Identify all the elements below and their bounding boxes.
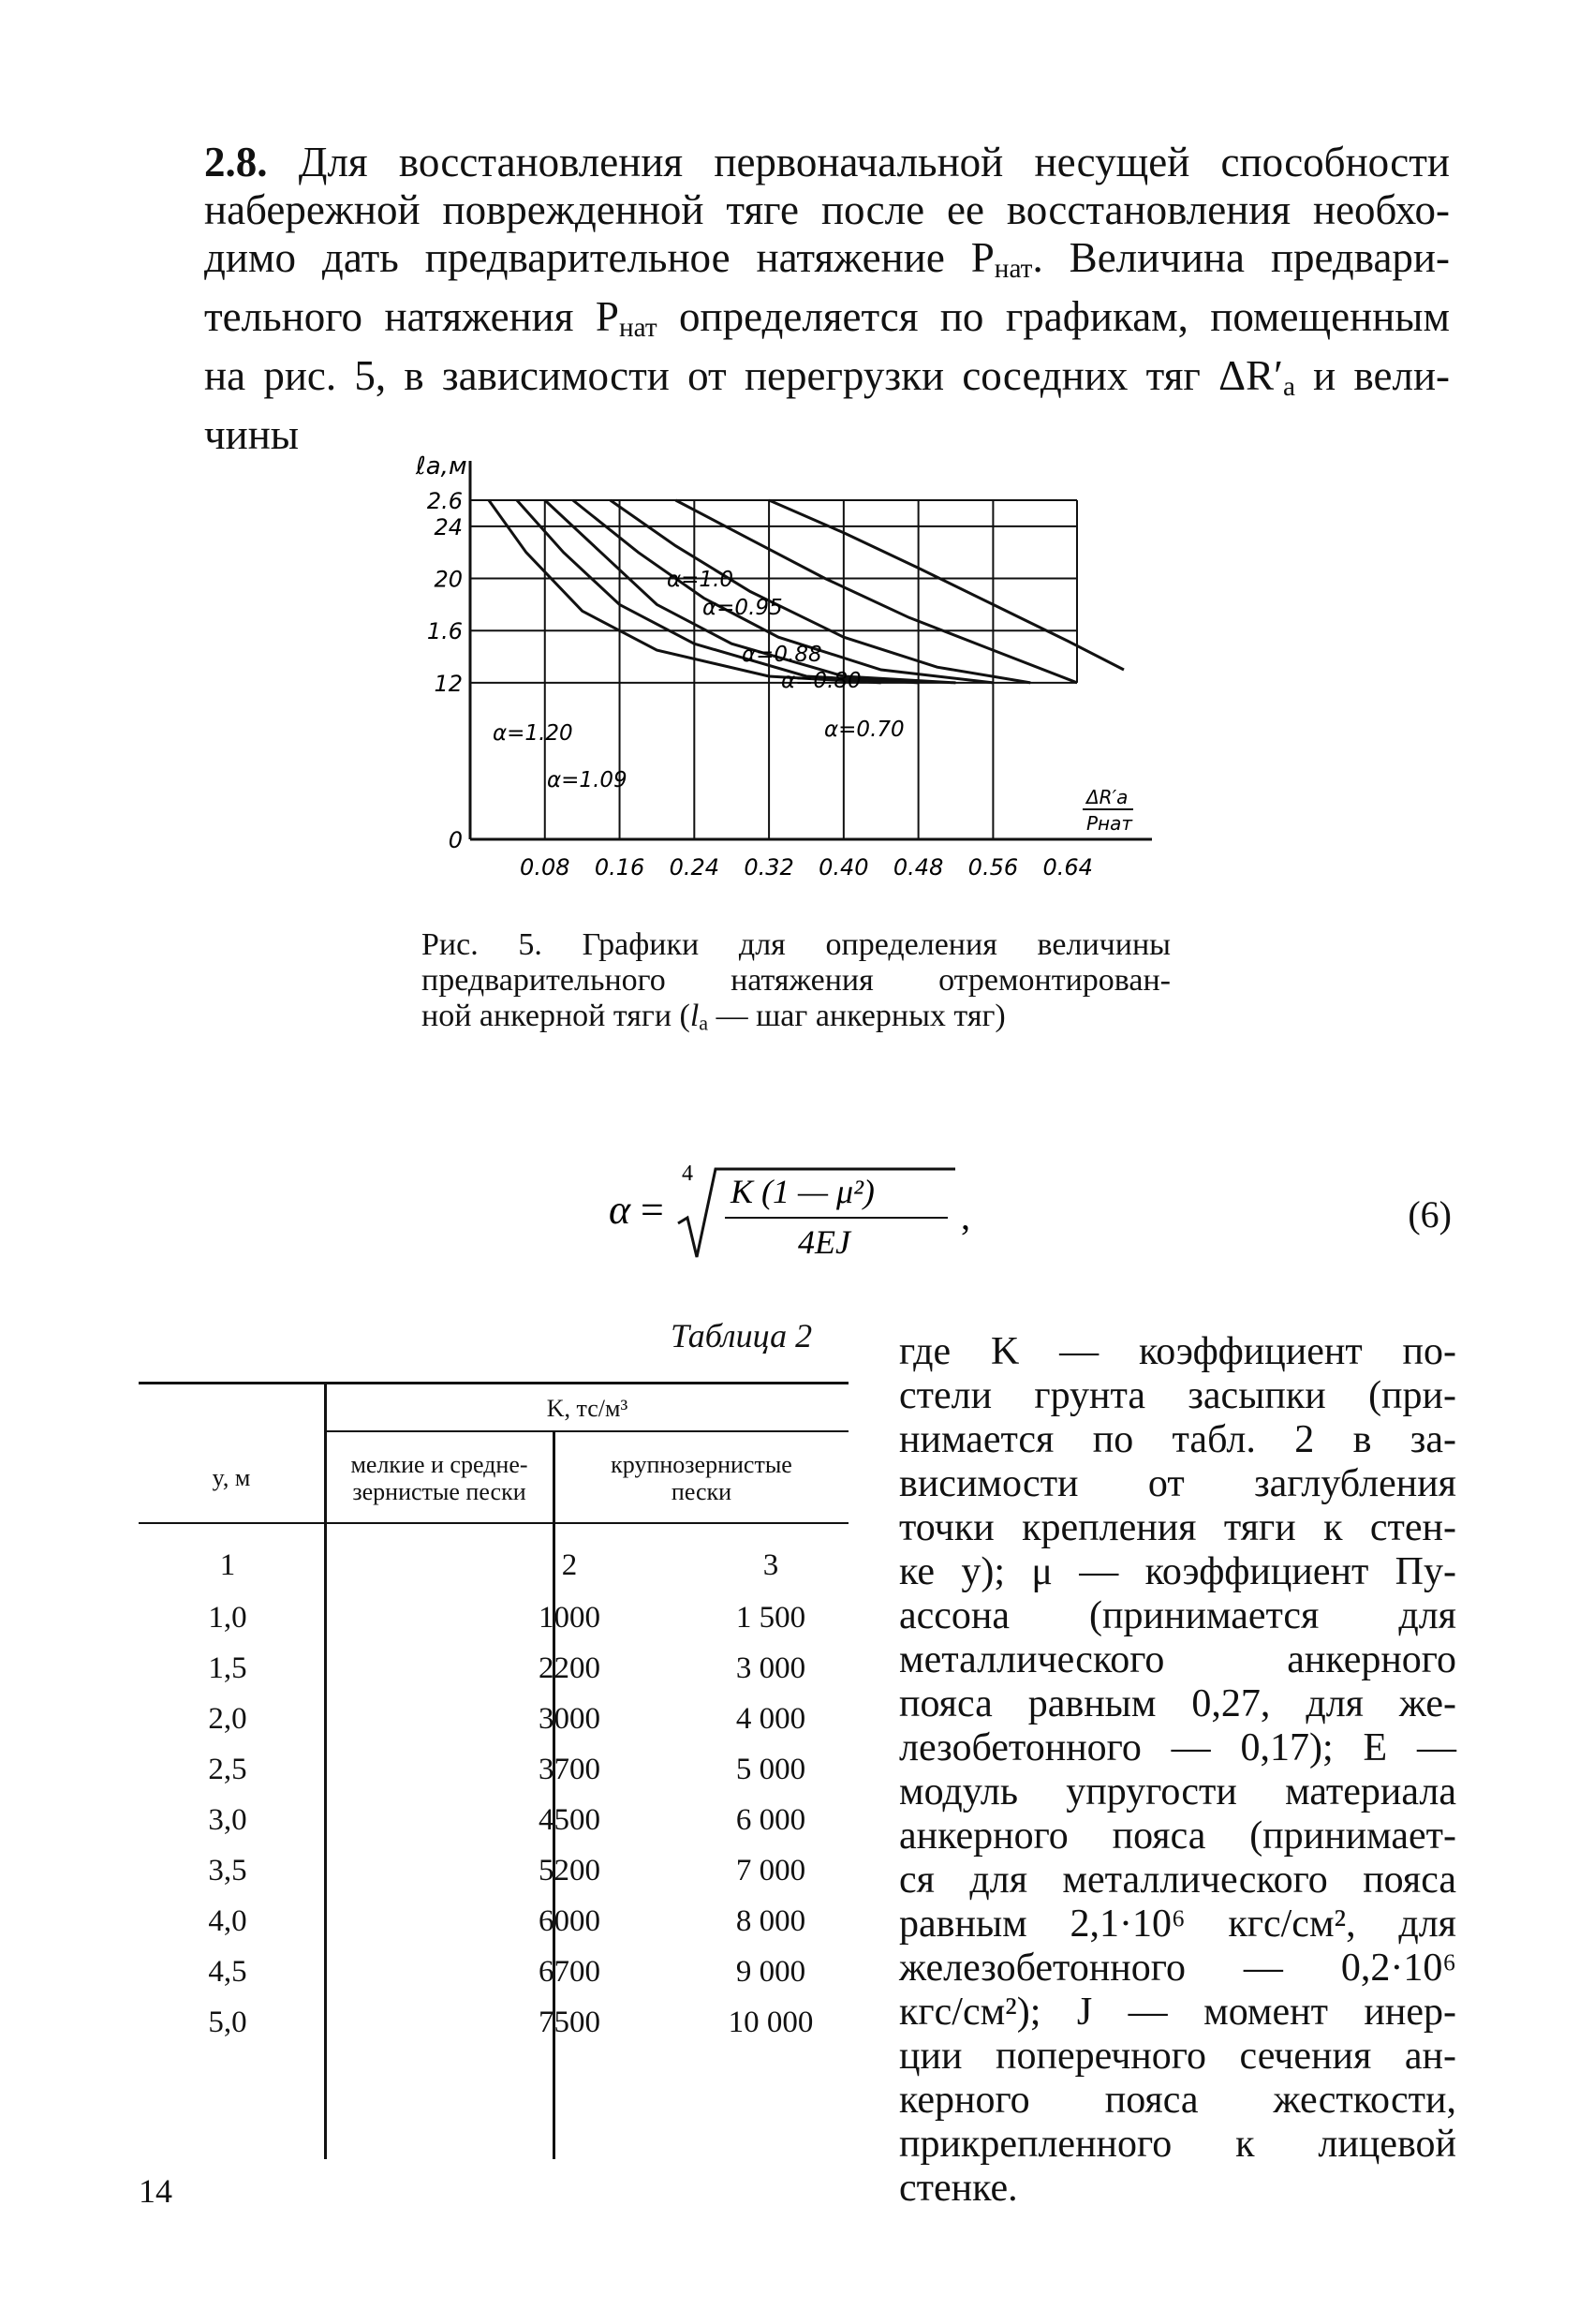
y-tick-label: 20 <box>434 566 463 593</box>
def-line: где K — коэффициент по- <box>899 1330 1456 1373</box>
table-row: 3,0 4500 6 000 <box>208 1803 806 1837</box>
page-number: 14 <box>139 2172 172 2210</box>
def-line: пояса равным 0,27, для же- <box>899 1682 1456 1725</box>
formula-denominator: 4EJ <box>798 1223 850 1261</box>
series-label-a120: α=1.20 <box>493 721 573 746</box>
formula-6 <box>0 1143 1594 1274</box>
def-line: керного пояса жесткости, <box>899 2079 1456 2122</box>
y-axis-label: ℓa,м <box>416 452 467 481</box>
formula-lhs: α <box>609 1187 631 1233</box>
series-label-a095: α=0.95 <box>702 596 783 620</box>
para-line-3: димо дать предварительное натяжение $P_{нат}$. Величина предвари- <box>204 234 1450 284</box>
table-col-number-row: 1 2 3 <box>219 1548 779 1582</box>
paragraph-2-8 <box>204 139 1450 459</box>
figure-5-chart <box>412 448 1180 888</box>
def-line: металлического анкерного <box>899 1638 1456 1681</box>
para-line-5: на рис. 5, в зависимости от перегрузки соседних тяг $\Delta R'_а$ и вели- <box>204 351 1451 402</box>
table-row: 5,0 7500 10 000 <box>208 2006 814 2039</box>
definitions-text <box>899 1330 1456 2211</box>
def-line: равным 2,1·10⁶ кгс/см², для <box>899 1902 1456 1946</box>
table-row: 2,5 3700 5 000 <box>208 1753 806 1786</box>
th-k: K, тс/м³ <box>546 1395 628 1422</box>
formula-eq: = <box>641 1187 664 1233</box>
y-tick-label: 0 <box>448 827 463 853</box>
para-number: 2.8. <box>204 139 268 185</box>
caption-line-3: ной анкерной тяги ($l_а$ — шаг анкерных тяг) <box>421 999 1006 1035</box>
def-line: анкерного пояса (принимает- <box>899 1814 1456 1858</box>
y-tick-label: 12 <box>434 670 463 697</box>
def-line: точки крепления тяги к стен- <box>899 1506 1456 1549</box>
figure-caption <box>421 927 1171 1041</box>
x-tick-label: 0.32 <box>744 854 794 881</box>
series-label-a088: α=0.88 <box>742 643 822 667</box>
def-line: лезобетонного — 0,17); E — <box>899 1726 1456 1769</box>
formula-comma: , <box>961 1195 970 1237</box>
def-line: ке y); μ — коэффициент Пу- <box>899 1550 1456 1593</box>
table-top-rule <box>139 1382 849 1384</box>
table-row: 1,5 2200 3 000 <box>208 1651 806 1685</box>
table-k-rule <box>326 1430 849 1432</box>
formula-graphic <box>599 1143 1011 1274</box>
table-2 <box>139 1382 850 2159</box>
x-tick-label: 0.24 <box>669 854 720 881</box>
series-label-a10: α=1.0 <box>667 568 734 592</box>
def-line: стенке. <box>899 2167 1018 2210</box>
x-axis-label-numerator: ΔR′a <box>1086 786 1129 808</box>
th-y: y, м <box>212 1464 251 1491</box>
y-tick-label: 2.6 <box>426 488 463 514</box>
def-line: кгс/см²); J — момент инер- <box>899 1991 1456 2034</box>
para-line-6: чины <box>204 410 300 458</box>
table-header-bottom-rule <box>139 1522 849 1524</box>
formula-numerator: K (1 — μ²) <box>731 1173 875 1210</box>
series-label-a109: α=1.09 <box>547 768 627 792</box>
caption-line-1: Рис. 5. Графики для определения величины <box>421 927 1171 962</box>
def-line: прикрепленного к лицевой <box>899 2123 1456 2166</box>
formula-root-index: 4 <box>682 1162 693 1186</box>
x-tick-label: 0.16 <box>594 854 645 881</box>
def-line: стели грунта засыпки (при- <box>899 1374 1456 1417</box>
para-line-4: тельного натяжения $P_{нат}$ определяется по графикам, помещенным <box>204 292 1451 343</box>
th-fine-sand: мелкие и средне- зернистые пески <box>350 1451 528 1505</box>
y-tick-label: 1.6 <box>426 618 463 645</box>
def-line: ассона (принимается для <box>899 1594 1456 1637</box>
table-row: 1,0 1000 1 500 <box>208 1601 806 1635</box>
x-tick-label: 0.56 <box>967 854 1019 881</box>
para-line-1: 2.8. Для восстановления первоначальной несущей способности <box>204 139 1450 185</box>
x-tick-label: 0.40 <box>819 854 869 881</box>
formula-number: (6) <box>1408 1193 1452 1236</box>
x-tick-label: 0.48 <box>893 854 944 881</box>
table-caption: Таблица 2 <box>671 1317 813 1354</box>
caption-line-2: предварительного натяжения отремонтирован- <box>421 963 1171 998</box>
def-line: модуль упругости материала <box>899 1770 1456 1813</box>
x-tick-label: 0.08 <box>520 854 570 881</box>
def-line: нимается по табл. 2 в за- <box>899 1418 1456 1461</box>
x-tick-label: 0.64 <box>1042 854 1093 881</box>
table-row: 4,5 6700 9 000 <box>208 1955 806 1989</box>
y-tick-label: 24 <box>434 513 463 540</box>
table-row: 4,0 6000 8 000 <box>208 1904 806 1938</box>
table-row: 3,5 5200 7 000 <box>208 1854 806 1887</box>
def-line: ции поперечного сечения ан- <box>899 2035 1456 2078</box>
def-line: ся для металлического пояса <box>899 1858 1456 1902</box>
def-line: железобетонного — 0,2·10⁶ <box>899 1947 1456 1990</box>
series-labels <box>493 568 905 792</box>
table-row: 2,0 3000 4 000 <box>208 1702 806 1736</box>
series-label-a080: α=0.80 <box>781 669 862 693</box>
x-axis-label-denominator: Pнат <box>1086 812 1133 835</box>
series-label-a070: α=0.70 <box>824 718 905 742</box>
para-line-2: набережной поврежденной тяге после ее восстановления необхо- <box>204 186 1450 233</box>
th-coarse-sand: крупнозернистые пески <box>611 1451 792 1505</box>
def-line: висимости от заглубления <box>899 1462 1456 1505</box>
